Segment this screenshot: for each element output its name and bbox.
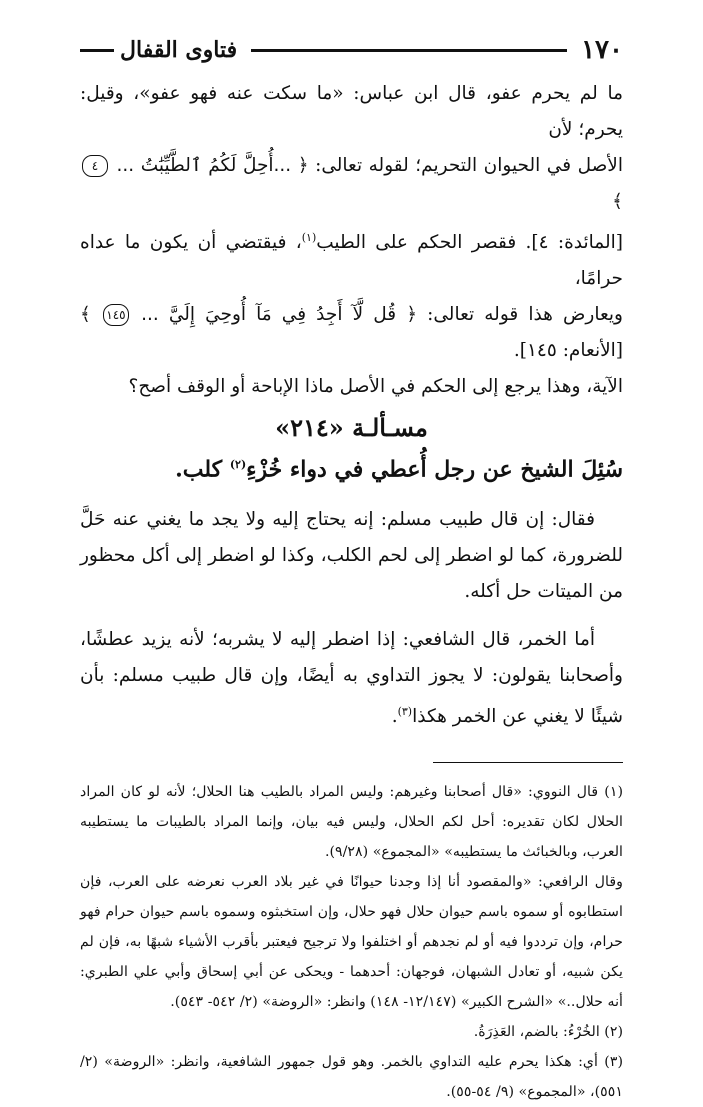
page-header [80, 30, 623, 70]
title-dash [80, 49, 114, 52]
line-5: الآية، وهذا يرجع إلى الحكم في الأصل ماذا الإباحة أو الوقف أصح؟ [128, 376, 623, 398]
header-rule [251, 49, 567, 52]
paragraph-gap [80, 610, 623, 622]
line-3-text-end: ، فيقتضي أن يكون ما عداه حرامًا، [80, 232, 623, 290]
page-number: ١٧٠ [581, 35, 623, 65]
footnotes [80, 777, 623, 1107]
line-4-text-end: ﴾ [الأنعام: ١٤٥]. [80, 304, 623, 362]
answer-paragraph-2-text: أما الخمر، قال الشافعي: إذا اضطر إليه لا يشربه؛ لأنه يزيد عطشًا، وأصحابنا يقولون: لا يجوز التداوي به أيضًا، وإن قال طبيب مسلم: بأن شيئًا لا يغني عن الخمر هكذا [80, 629, 623, 728]
footnote-1-text: قال النووي: «قال أصحابنا وغيرهم: وليس المراد بالطيب هنا الحلال؛ لأنه لو كان المراد الحلال لكان تقديره: أحل لكم الحلال، وليس فيه بيان، وإنما المراد بالطيبات ما يستطيبه العرب، وبالخبائث ما يستطيبه» «المجموع» (٩/٢٨). [80, 784, 623, 861]
line-4-text: ويعارض هذا قوله تعالى: ﴿ [396, 304, 623, 326]
line-4 [80, 297, 623, 369]
footnote-ref-1: (١) [301, 231, 317, 244]
answer-paragraph-2 [80, 622, 623, 735]
line-3 [80, 220, 623, 297]
answer-section [80, 502, 623, 735]
answer-paragraph-2-end: . [391, 706, 398, 728]
line-2 [80, 148, 623, 220]
quran-verse-1: ...أُحِلَّ لَكُمُ ٱلطَّيِّبَٰتُ ... [116, 155, 292, 176]
footnote-ref-3: (٣) [397, 705, 413, 719]
footnote-1-continued: وقال الرافعي: «والمقصود أنا إذا وجدنا حيوانًا في غير بلاد العرب نعرضه على العرب، فإن استطابوه أو سموه باسم حيوان حلال فهو حلال، وإن استخبثوه وسموه باسم حيوان حرام فهو حرام، وإن ترددوا فيه أو لم نجدهم أو اختلفوا ولا ترجيح فيعتبر بأقرب الأشياء شبهًا به، فإن لم يكن شبيه، أو تعادل الشبهان، فوجهان: أحدهما - ويحكى عن أبي إسحاق وأبي علي الطبري: أنه حلال..» «الشرح الكبير» (١٢/١٤٧- ١٤٨) وانظر: «الروضة» (٢/ ٥٤٢- ٥٤٣). [80, 874, 623, 1011]
verse-number-medallion: ٤ [82, 155, 108, 177]
quran-verse-2: قُل لَّآ أَجِدُ فِي مَآ أُوحِيَ إِلَيَّ ... [141, 304, 397, 326]
question-text-end: كلب. [175, 456, 230, 483]
footnote-2 [80, 1017, 623, 1047]
top-paragraph [80, 76, 623, 405]
footnote-separator [433, 762, 623, 764]
quran-bracket-close: ﴾ [612, 191, 623, 212]
footnote-3 [80, 1047, 623, 1107]
footnote-1 [80, 777, 623, 867]
running-title [80, 37, 237, 63]
footnote-3-text: أي: هكذا يحرم عليه التداوي بالخمر. وهو قول جمهور الشافعية، وانظر: «الروضة» (٢/ ٥٥١)، «المجموع» (٩/ ٥٤-٥٥). [80, 1054, 623, 1101]
footnote-ref-2: (٢) [229, 458, 247, 472]
verse-number-medallion: ١٤٥ [103, 304, 129, 326]
line-2-text: الأصل في الحيوان التحريم؛ لقوله تعالى: ﴿ [291, 155, 623, 176]
line-3-text: [المائدة: ٤]. فقصر الحكم على الطيب [316, 232, 623, 254]
footnote-number: (٢) [604, 1024, 623, 1041]
running-title-text: فتاوى القفال [120, 37, 238, 63]
answer-paragraph-1: فقال: إن قال طبيب مسلم: إنه يحتاج إليه ولا يجد ما يغني عنه حَلَّ للضرورة، كما لو اضطر إلى لحم الكلب، وكذا لو اضطر إلى أكل محظور من الميتات حل أكله. [80, 509, 623, 603]
footnote-2-text: الخُرْءُ: بالضم، العَذِرَةُ. [473, 1024, 600, 1041]
issue-heading: مسـألـة «٢١٤» [275, 413, 428, 443]
question-text: سُئِلَ الشيخ عن رجل أُعطي في دواء خُزْءِ [246, 456, 623, 483]
question-heading [80, 446, 623, 488]
footnote-number: (١) [604, 784, 623, 801]
footnote-number: (٣) [604, 1054, 623, 1071]
line-1: ما لم يحرم عفو، قال ابن عباس: «ما سكت عنه فهو عفو»، وقيل: يحرم؛ لأن [80, 83, 623, 140]
